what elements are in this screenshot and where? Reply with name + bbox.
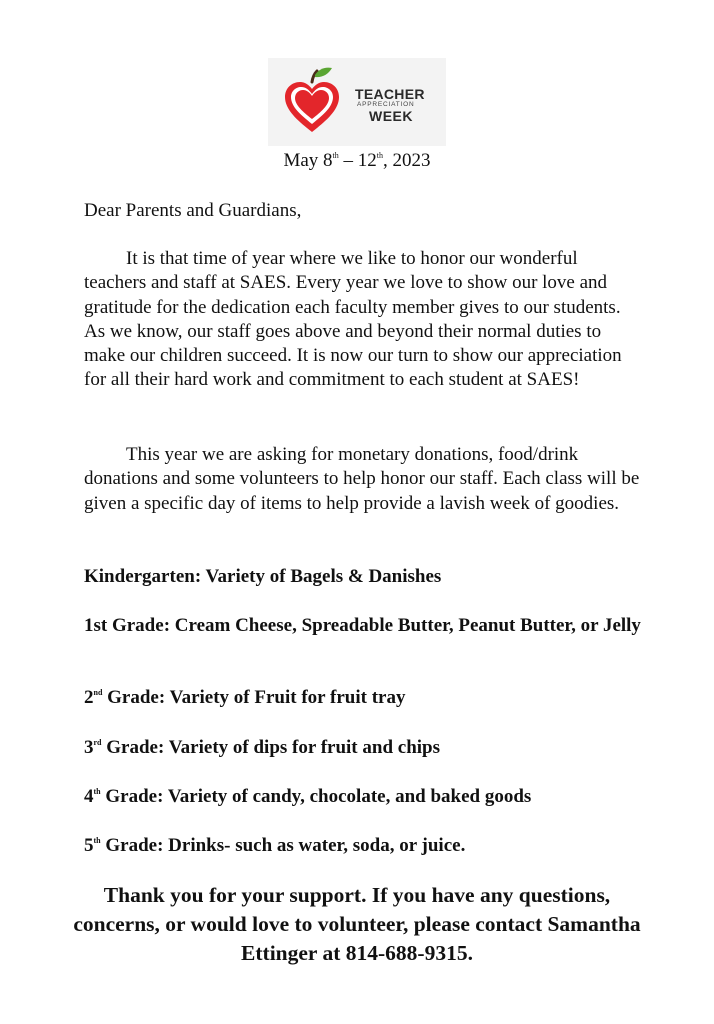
- teacher-appreciation-logo: [268, 58, 446, 146]
- grade-label: 2: [84, 687, 94, 708]
- grade-label: Kindergarten: [84, 566, 195, 587]
- start-date: May 8: [283, 150, 333, 171]
- grade-item-kindergarten: [84, 565, 644, 589]
- logo-line-appreciation: APPRECIATION: [357, 101, 415, 108]
- grade-item-3rd: [84, 736, 644, 760]
- grade-items: Grade: Drinks- such as water, soda, or juice.: [100, 835, 466, 856]
- paragraph-request: [84, 443, 644, 516]
- grade-items: Grade: Variety of Fruit for fruit tray: [102, 687, 406, 708]
- grade-label: 5: [84, 835, 94, 856]
- grade-item-4th: [84, 785, 644, 809]
- year: , 2023: [383, 150, 431, 171]
- grade-item-2nd: [84, 686, 644, 710]
- grade-item-5th: [84, 834, 644, 858]
- end-date-suffix: th: [376, 151, 384, 160]
- grade-suffix: nd: [93, 688, 103, 697]
- paragraph-intro-text: It is that time of year where we like to honor our wonderful teachers and staff at SAES. Every year we love to show our love and gratitude for the dedication each faculty member gives to our students. As we know, our staff goes above and beyond their normal duties to make our children succeed. It is now our turn to show our appreciation for all their hard work and commitment to each student at SAES!: [84, 248, 622, 391]
- grade-item-1st: [84, 614, 644, 638]
- grade-items: : Variety of Bagels & Danishes: [194, 566, 442, 587]
- grade-label: 3: [84, 737, 94, 758]
- event-dates: [0, 149, 714, 173]
- grade-label: 4: [84, 786, 94, 807]
- closing-message: Thank you for your support. If you have any questions, concerns, or would love to volunteer, please contact Samantha Ettinger at 814-688-9315.: [73, 883, 641, 965]
- grade-items: Grade: Variety of candy, chocolate, and baked goods: [100, 786, 532, 807]
- grade-items: : Cream Cheese, Spreadable Butter, Peanut Butter, or Jelly: [163, 615, 641, 636]
- paragraph-request-text: This year we are asking for monetary donations, food/drink donations and some volunteers to help honor our staff. Each class will be given a specific day of items to help provide a lavish week of goodies.: [84, 444, 640, 514]
- grade-suffix: rd: [93, 738, 102, 747]
- grade-label: 1st Grade: [84, 615, 164, 636]
- grade-suffix: th: [93, 787, 101, 796]
- start-date-suffix: th: [332, 151, 339, 160]
- logo-line-teacher: TEACHER: [355, 86, 425, 102]
- grade-suffix: th: [93, 836, 101, 845]
- paragraph-intro: [84, 247, 644, 393]
- grade-items: Grade: Variety of dips for fruit and chips: [101, 737, 441, 758]
- greeting: Dear Parents and Guardians,: [84, 200, 302, 221]
- logo-line-week: WEEK: [369, 108, 413, 124]
- end-date: – 12: [338, 150, 377, 171]
